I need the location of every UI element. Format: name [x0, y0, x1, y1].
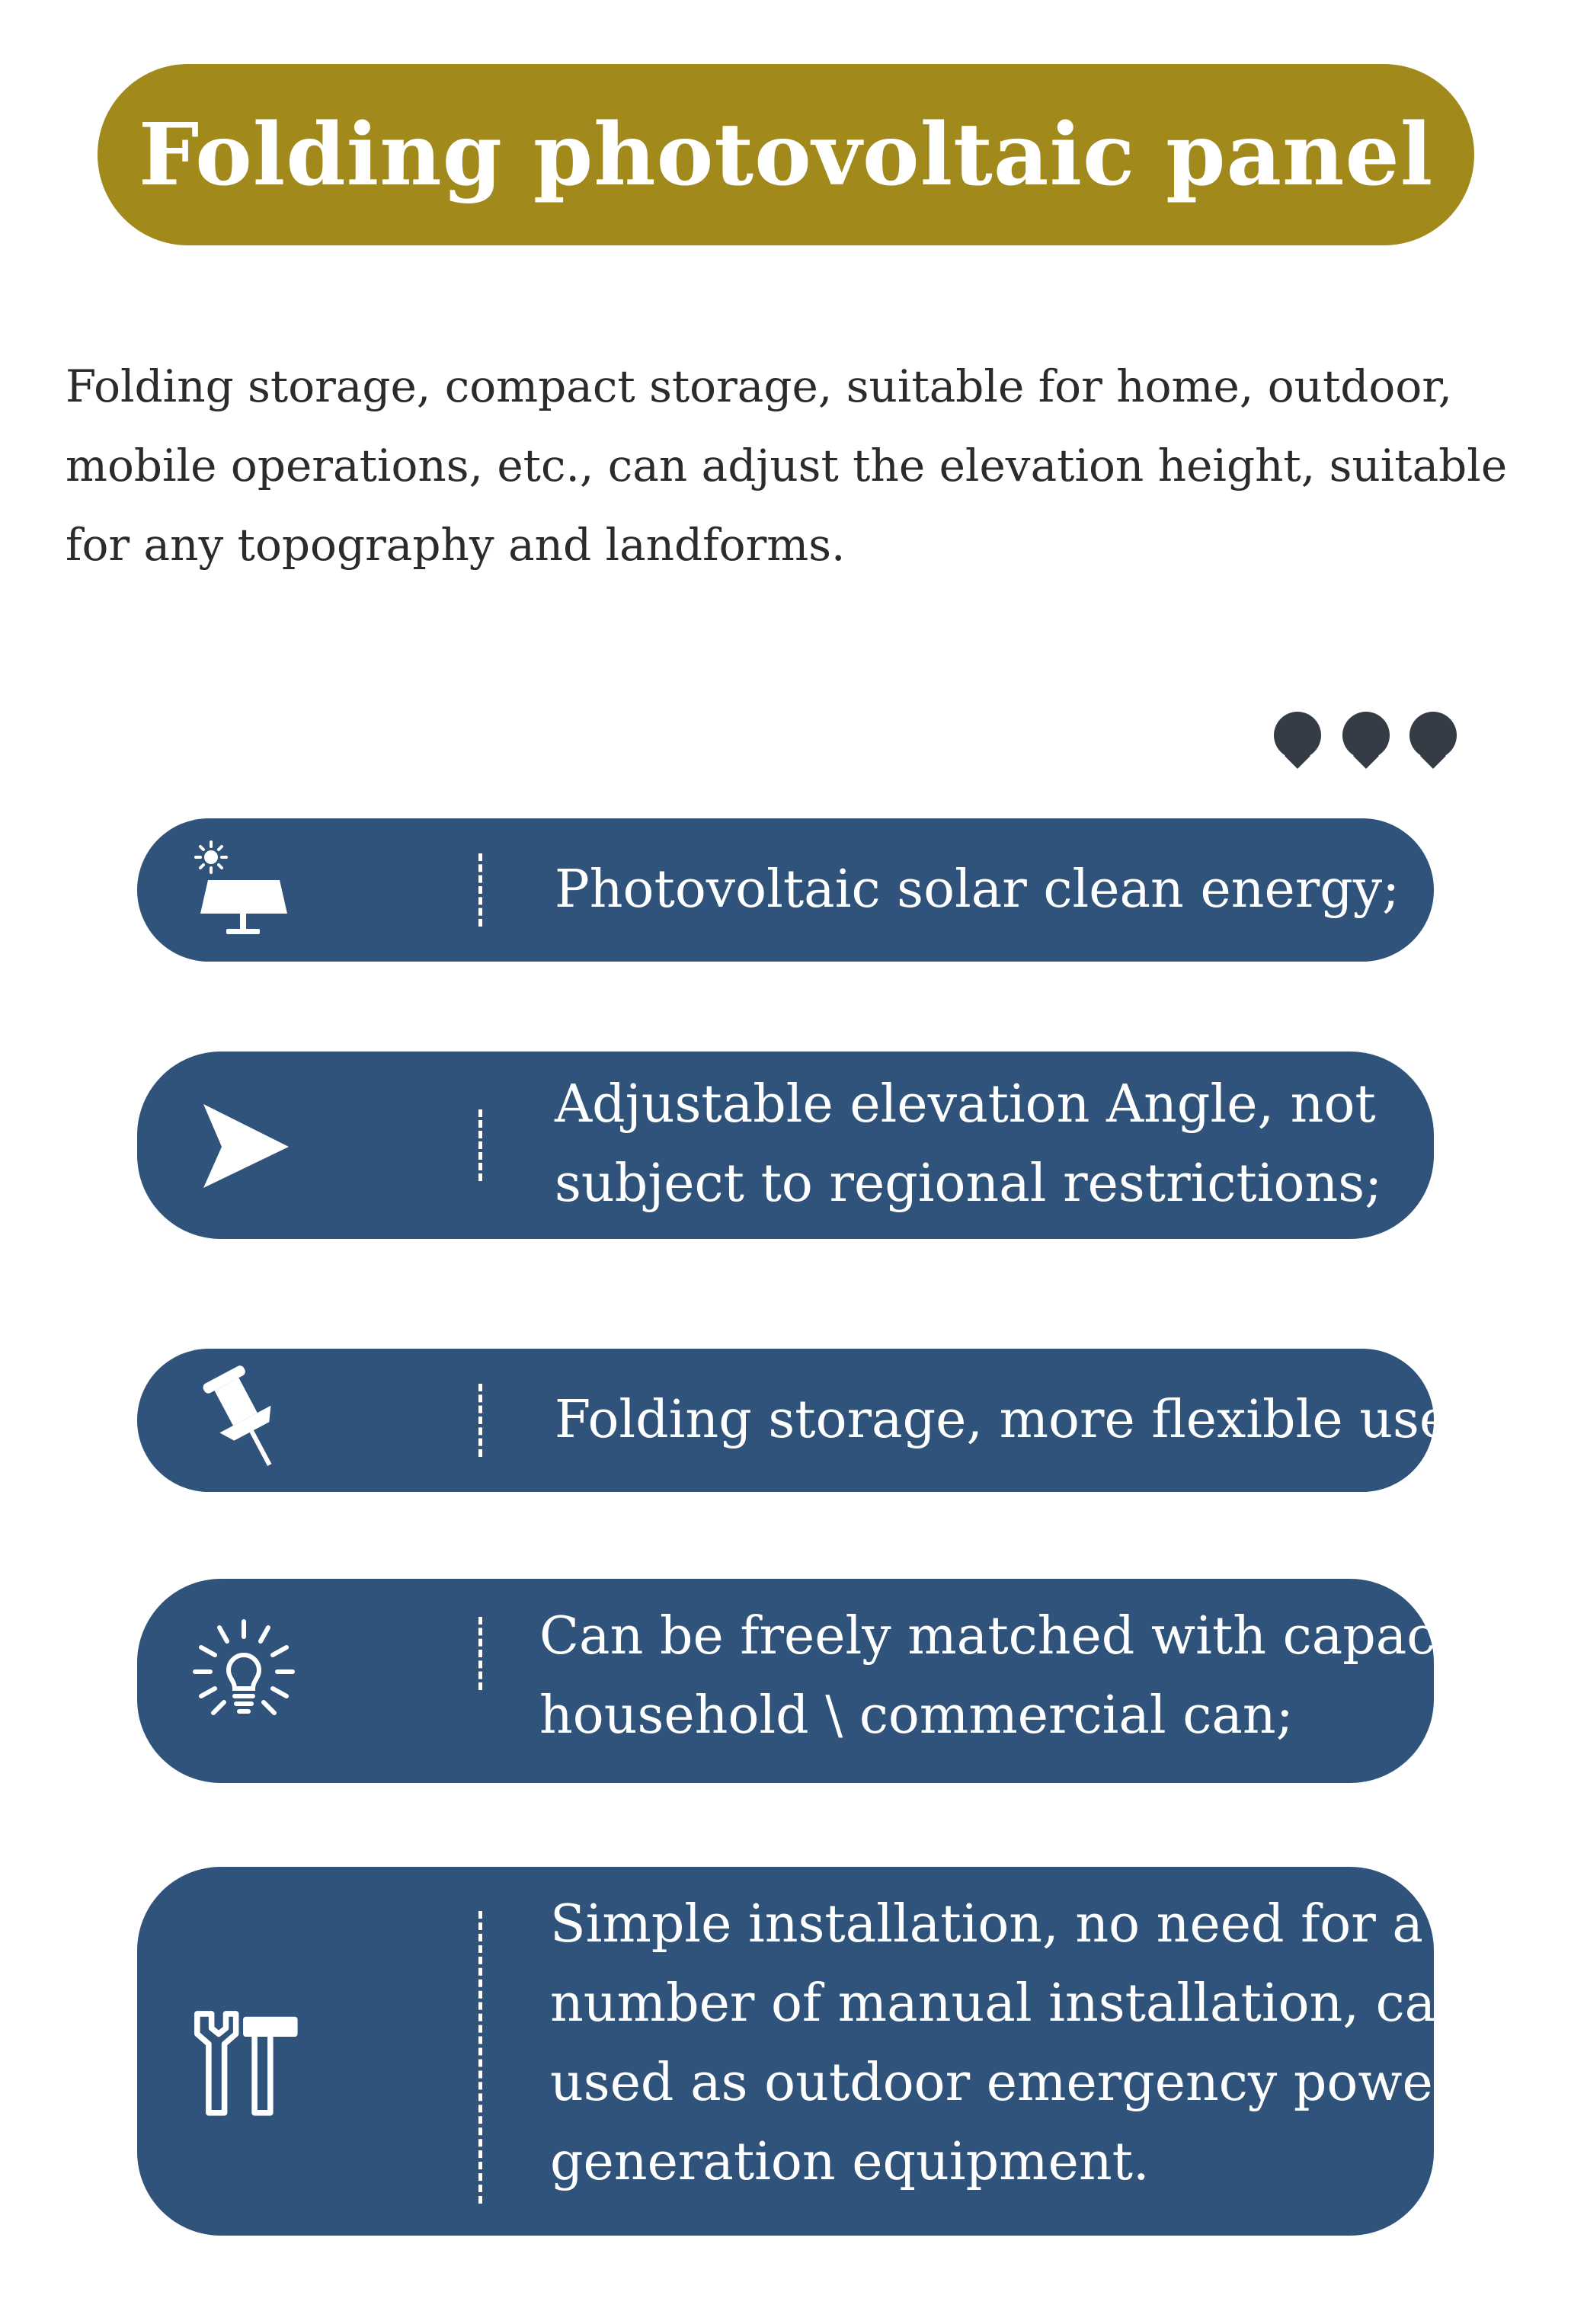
dashed-separator	[478, 1384, 482, 1457]
feature-text	[555, 850, 1400, 930]
dashed-separator	[478, 1911, 482, 2204]
feature-card-elevation	[137, 1052, 1434, 1239]
feature-card-solar	[137, 818, 1434, 962]
feature-text-line: number of manual installation, can be	[550, 1973, 1550, 2034]
decorative-dots	[1274, 709, 1472, 762]
feature-text-line: used as outdoor emergency power	[550, 2053, 1458, 2113]
feature-text	[555, 1065, 1382, 1224]
feature-text-line: household \ commercial can;	[539, 1685, 1294, 1746]
dot-icon	[1342, 712, 1390, 759]
tools-icon	[183, 1993, 305, 2130]
feature-text-line: Adjustable elevation Angle, not	[555, 1074, 1376, 1135]
pushpin-icon	[183, 1361, 305, 1480]
dashed-separator	[478, 853, 482, 927]
feature-text-line: subject to regional restrictions;	[555, 1154, 1383, 1214]
feature-text-line: Folding storage, more flexible use;	[555, 1390, 1468, 1450]
title-banner	[98, 64, 1474, 245]
feature-card-installation	[137, 1867, 1576, 2236]
dashed-separator	[478, 1617, 482, 1690]
intro-paragraph	[66, 347, 1536, 584]
dot-icon	[1409, 712, 1457, 759]
feature-text-line: Photovoltaic solar clean energy;	[555, 859, 1400, 920]
feature-text-line: Can be freely matched with capacity,	[539, 1606, 1512, 1666]
feature-text	[555, 1381, 1467, 1460]
feature-text-line: Simple installation, no need for a large	[550, 1894, 1576, 1954]
intro-line: for any topography and landforms.	[66, 519, 846, 571]
feature-card-capacity	[137, 1579, 1512, 1783]
page-title: Folding photovoltaic panel	[138, 104, 1434, 205]
lightbulb-icon	[183, 1613, 305, 1727]
feature-text	[550, 1885, 1576, 2202]
dot-icon	[1274, 712, 1321, 759]
intro-line: mobile operations, etc., can adjust the elevation height, suitable	[66, 440, 1508, 491]
arrow-pointer-icon	[183, 1092, 305, 1199]
solar-panel-icon	[183, 837, 305, 943]
feature-card-folding	[137, 1349, 1468, 1492]
intro-line: Folding storage, compact storage, suitable for home, outdoor,	[66, 360, 1453, 412]
feature-text	[539, 1597, 1512, 1756]
dashed-separator	[478, 1109, 482, 1181]
feature-text-line: generation equipment.	[550, 2132, 1150, 2192]
